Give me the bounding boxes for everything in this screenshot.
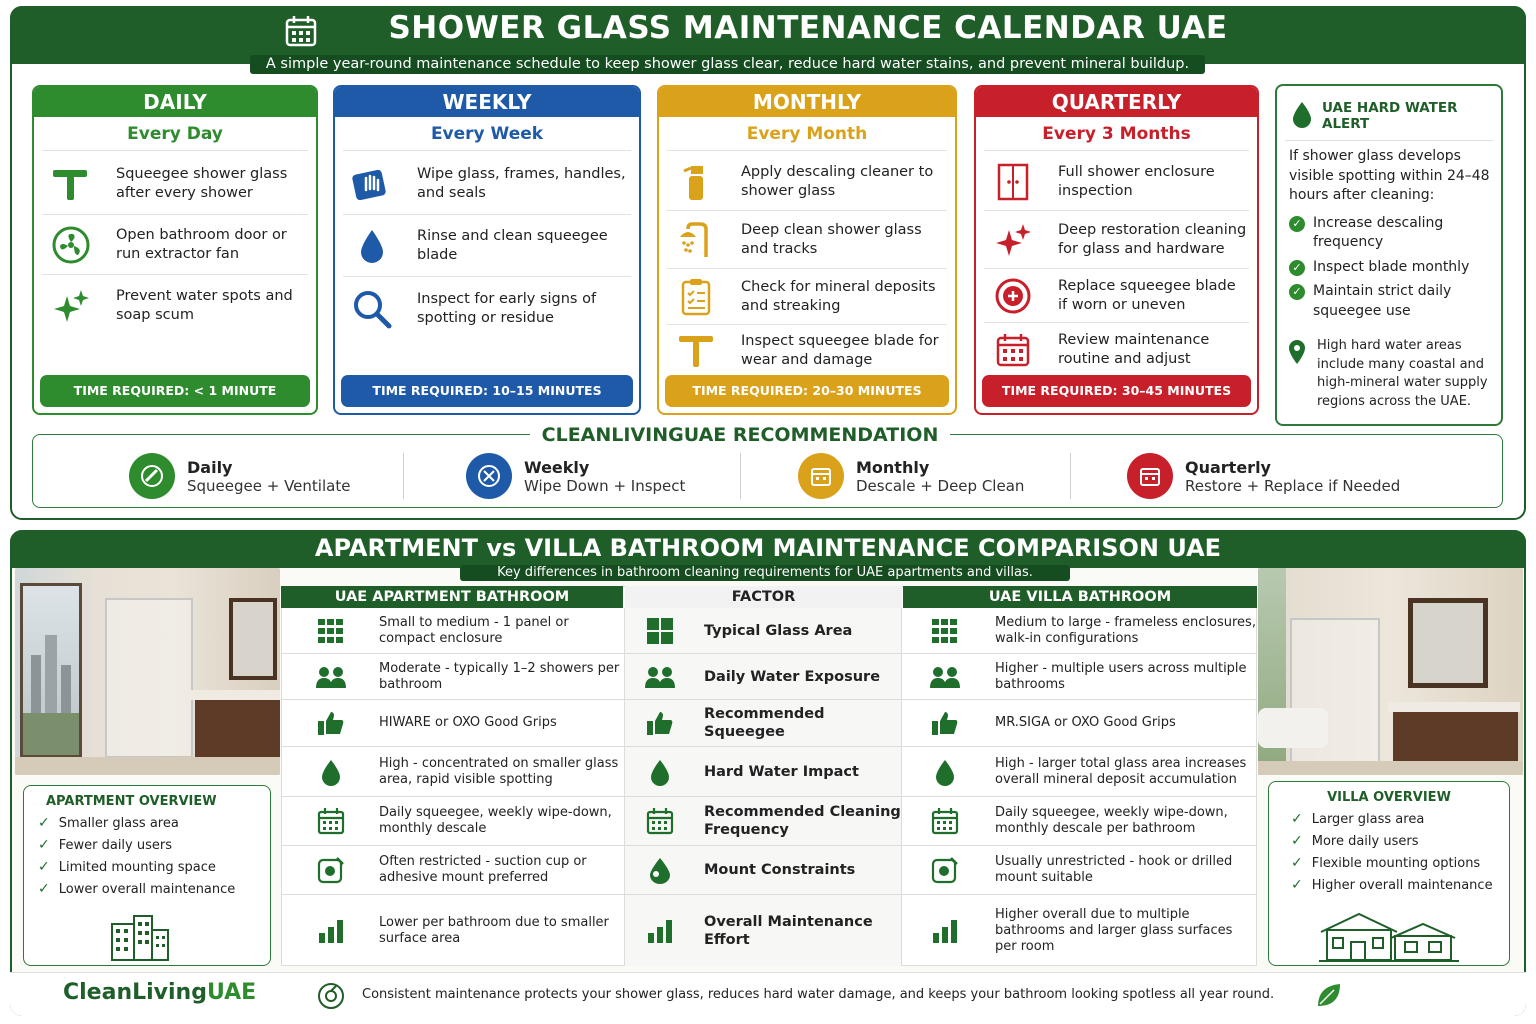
daily-task-row xyxy=(42,275,308,337)
factor-cell xyxy=(624,747,901,796)
apartment-cell-text: Lower per bathroom due to smaller surface area xyxy=(379,914,609,946)
overview-item-label: Lower overall maintenance xyxy=(58,881,236,897)
rec-head: Daily xyxy=(187,457,233,477)
grid-icon xyxy=(634,617,686,645)
page-subtitle: A simple year-round maintenance schedule to keep shower glass clear, reduce hard water stains, and prevent mineral buildup. xyxy=(250,55,1205,74)
rec-text: Squeegee + Ventilate xyxy=(187,476,351,495)
daily-card xyxy=(32,85,318,415)
squeegee-badge-icon xyxy=(316,982,346,1014)
villa-house-icon xyxy=(1319,910,1459,966)
quarterly-task-row xyxy=(984,211,1249,269)
factor-cell-text: Hard Water Impact xyxy=(704,763,859,780)
check-icon: ✓ xyxy=(1291,833,1303,849)
alert-item-label: Maintain strict daily squeegee use xyxy=(1313,283,1452,319)
rec-text: Restore + Replace if Needed xyxy=(1185,476,1401,495)
rec-text: Wipe Down + Inspect xyxy=(524,476,686,495)
grid-icon xyxy=(305,618,357,644)
thumbs-up-icon xyxy=(305,710,357,736)
users-icon xyxy=(634,665,686,689)
monthly-task-label: Inspect squeegee blade for wear and damage xyxy=(741,333,939,368)
villa-cell xyxy=(903,700,1257,746)
apartment-cell xyxy=(281,747,623,796)
daily-time-required: TIME REQUIRED: < 1 MINUTE xyxy=(40,375,310,407)
monthly-task-label: Check for mineral deposits and streaking xyxy=(741,278,936,314)
monthly-time-required: TIME REQUIRED: 20–30 MINUTES xyxy=(665,375,949,407)
quarterly-task-row xyxy=(984,153,1249,211)
quarterly-card xyxy=(974,85,1259,415)
water-drop-icon xyxy=(305,758,357,786)
alert-item xyxy=(1289,214,1501,253)
rec-head: Weekly xyxy=(524,457,590,477)
quarterly-task-row xyxy=(984,269,1249,323)
check-circle-icon: ✓ xyxy=(1289,260,1305,276)
comparison-subtitle: Key differences in bathroom cleaning requirements for UAE apartments and villas. xyxy=(460,565,1070,581)
villa-cell xyxy=(903,846,1257,894)
check-icon: ✓ xyxy=(38,881,50,897)
leaf-icon xyxy=(1314,980,1344,1014)
overview-item xyxy=(38,881,270,897)
apartment-cell-text: Moderate - typically 1–2 showers per bathroom xyxy=(379,660,620,692)
rec-item-weekly xyxy=(466,453,685,499)
factor-cell xyxy=(624,700,901,746)
weekly-task-row xyxy=(343,215,631,277)
bar-chart-icon xyxy=(919,918,971,944)
villa-cell-text: Daily squeegee, weekly wipe-down, monthly descale per bathroom xyxy=(995,805,1228,836)
check-circle-icon: ✓ xyxy=(1289,216,1305,232)
factor-cell-text: Recommended Cleaning Frequency xyxy=(704,804,901,838)
brand-logo xyxy=(63,980,256,1005)
table-row xyxy=(281,797,1257,846)
bar-chart-icon xyxy=(305,918,357,944)
monthly-task-row xyxy=(667,153,947,211)
quarterly-task-label: Deep restoration cleaning for glass and hardware xyxy=(1058,221,1247,257)
squeegee-icon xyxy=(667,332,725,370)
apartment-cell-text: HIWARE or OXO Good Grips xyxy=(379,715,557,730)
villa-column-header: UAE VILLA BATHROOM xyxy=(903,586,1257,608)
check-icon: ✓ xyxy=(1291,855,1303,871)
wipe-cloth-icon xyxy=(343,164,401,204)
wipe-badge-icon xyxy=(466,453,512,499)
weekly-card xyxy=(333,85,641,415)
spray-bottle-icon xyxy=(667,162,725,202)
table-row xyxy=(281,654,1257,700)
weekly-task-row xyxy=(343,153,631,215)
replace-blade-icon xyxy=(984,277,1042,315)
alert-intro: If shower glass develops visible spotting within 24–48 hours after cleaning: xyxy=(1289,148,1490,203)
alert-title: UAE HARD WATER ALERT xyxy=(1322,100,1458,132)
rec-item-daily xyxy=(129,453,350,499)
villa-cell-text: Higher overall due to multiple bathrooms and larger glass surfaces per room xyxy=(995,906,1233,954)
window-image xyxy=(20,583,82,758)
squeegee-icon xyxy=(42,164,100,204)
quarterly-card-header: QUARTERLY xyxy=(976,87,1257,117)
alert-item-label: Increase descaling frequency xyxy=(1313,214,1444,250)
alert-note: High hard water areas include many coastal and high-mineral water supply regions across the UAE. xyxy=(1317,338,1488,409)
apartment-cell xyxy=(281,608,623,653)
check-icon: ✓ xyxy=(38,859,50,875)
mount-icon xyxy=(305,856,357,884)
apartment-column-header: UAE APARTMENT BATHROOM xyxy=(281,586,623,608)
factor-cell xyxy=(624,797,901,845)
apartment-cell-text: Often restricted - suction cup or adhesive mount preferred xyxy=(379,854,587,885)
thumbs-up-icon xyxy=(634,710,686,736)
bar-chart-icon xyxy=(634,918,686,944)
weekly-card-subtitle: Every Week xyxy=(343,117,631,151)
monthly-task-label: Deep clean shower glass and tracks xyxy=(741,221,922,257)
divider xyxy=(1070,453,1071,499)
villa-bathroom-image xyxy=(1258,568,1523,775)
apartment-cell-text: High - concentrated on smaller glass area, rapid visible spotting xyxy=(379,755,619,787)
daily-task-row xyxy=(42,153,308,215)
quarterly-task-label: Full shower enclosure inspection xyxy=(1058,163,1215,199)
factor-cell xyxy=(624,654,901,699)
checklist-icon xyxy=(667,278,725,316)
villa-cell xyxy=(903,797,1257,845)
water-drop-icon xyxy=(1291,100,1313,132)
calendar-icon xyxy=(919,807,971,835)
quarterly-time-required: TIME REQUIRED: 30–45 MINUTES xyxy=(982,375,1251,407)
factor-cell xyxy=(624,846,901,894)
check-icon: ✓ xyxy=(1291,811,1303,827)
overview-item-label: Limited mounting space xyxy=(58,859,216,875)
apartment-building-icon xyxy=(108,914,172,966)
daily-task-label: Squeegee shower glass after every shower xyxy=(116,165,288,201)
sparkle-icon xyxy=(42,286,100,326)
villa-overview xyxy=(1268,781,1510,966)
overview-item xyxy=(38,837,270,853)
hard-water-alert xyxy=(1275,84,1503,426)
overview-item-label: Fewer daily users xyxy=(58,837,173,853)
monthly-card-header: MONTHLY xyxy=(659,87,955,117)
factor-cell-text: Mount Constraints xyxy=(704,862,856,878)
alert-item xyxy=(1289,282,1501,321)
overview-item-label: Smaller glass area xyxy=(58,815,179,831)
villa-cell xyxy=(903,608,1257,653)
apartment-cell xyxy=(281,895,623,966)
calendar-badge-icon xyxy=(798,453,844,499)
factor-cell-text: Daily Water Exposure xyxy=(704,668,881,685)
daily-task-label: Open bathroom door or run extractor fan xyxy=(116,226,287,262)
check-icon: ✓ xyxy=(1291,877,1303,893)
factor-cell-text: Recommended Squeegee xyxy=(704,706,825,740)
overview-item xyxy=(38,815,270,831)
page-title: SHOWER GLASS MAINTENANCE CALENDAR UAE xyxy=(388,10,1228,46)
factor-cell-text: Typical Glass Area xyxy=(704,622,853,639)
calendar-badge-icon xyxy=(1127,453,1173,499)
monthly-task-label: Apply descaling cleaner to shower glass xyxy=(741,163,934,199)
squeegee-badge-icon xyxy=(129,453,175,499)
water-drop-icon xyxy=(634,758,686,786)
thumbs-up-icon xyxy=(919,710,971,736)
monthly-card xyxy=(657,85,957,415)
divider xyxy=(403,453,404,499)
monthly-task-row xyxy=(667,269,947,325)
rec-item-monthly xyxy=(798,453,1024,499)
fan-icon xyxy=(42,225,100,265)
villa-cell-text: High - larger total glass area increases overall mineral deposit accumulation xyxy=(995,755,1247,787)
shower-head-icon xyxy=(667,221,725,259)
mount-icon xyxy=(919,856,971,884)
overview-item-label: More daily users xyxy=(1311,833,1419,849)
weekly-task-label: Inspect for early signs of spotting or residue xyxy=(417,291,597,326)
apartment-overview-title: APARTMENT OVERVIEW xyxy=(46,794,217,809)
calendar-icon xyxy=(305,807,357,835)
sparkle-icon xyxy=(984,220,1042,260)
quarterly-task-label: Replace squeegee blade if worn or uneven xyxy=(1058,277,1236,313)
overview-item-label: Higher overall maintenance xyxy=(1311,877,1493,893)
daily-card-header: DAILY xyxy=(34,87,316,117)
quarterly-card-subtitle: Every 3 Months xyxy=(984,117,1249,151)
overview-item xyxy=(38,859,270,875)
monthly-task-row xyxy=(667,211,947,269)
water-drop-icon xyxy=(343,227,401,265)
factor-column-header: FACTOR xyxy=(625,586,902,608)
daily-task-row xyxy=(42,215,308,275)
weekly-task-label: Rinse and clean squeegee blade xyxy=(417,227,608,263)
factor-cell xyxy=(624,608,901,653)
rec-item-quarterly xyxy=(1127,453,1400,499)
villa-cell-text: Medium to large - frameless enclosures, walk-in configurations xyxy=(995,614,1256,646)
calendar-icon xyxy=(984,332,1042,368)
weekly-task-row xyxy=(343,277,631,341)
weekly-card-header: WEEKLY xyxy=(335,87,639,117)
overview-item-label: Larger glass area xyxy=(1311,811,1425,827)
apartment-cell xyxy=(281,654,623,699)
villa-cell xyxy=(903,747,1257,796)
factor-cell xyxy=(624,895,901,966)
daily-task-label: Prevent water spots and soap scum xyxy=(116,288,293,323)
users-icon xyxy=(305,665,357,689)
footer-message: Consistent maintenance protects your shower glass, reduces hard water damage, and keeps your bathroom looking spotless all year round. xyxy=(362,987,1275,1002)
alert-item-label: Inspect blade monthly xyxy=(1313,258,1470,275)
overview-item xyxy=(1291,833,1509,849)
villa-cell xyxy=(903,895,1257,966)
location-pin-icon xyxy=(1287,339,1309,369)
quarterly-task-label: Review maintenance routine and adjust xyxy=(1058,332,1210,367)
water-drop-icon xyxy=(919,758,971,786)
check-circle-icon: ✓ xyxy=(1289,284,1305,300)
villa-cell-text: Usually unrestricted - hook or drilled mount suitable xyxy=(995,854,1233,885)
magnifier-icon xyxy=(343,288,401,330)
table-row xyxy=(281,608,1257,654)
apartment-cell xyxy=(281,700,623,746)
villa-overview-title: VILLA OVERVIEW xyxy=(1327,790,1451,805)
check-icon: ✓ xyxy=(38,837,50,853)
overview-item xyxy=(1291,877,1509,893)
table-row xyxy=(281,747,1257,797)
monthly-card-subtitle: Every Month xyxy=(667,117,947,151)
apartment-cell-text: Daily squeegee, weekly wipe-down, monthly descale xyxy=(379,805,612,836)
check-icon: ✓ xyxy=(38,815,50,831)
shower-enclosure-icon xyxy=(984,162,1042,202)
overview-item xyxy=(1291,811,1509,827)
villa-cell-text: MR.SIGA or OXO Good Grips xyxy=(995,715,1176,730)
overview-item-label: Flexible mounting options xyxy=(1311,855,1481,871)
apartment-bathroom-image xyxy=(15,568,280,775)
overview-item xyxy=(1291,855,1509,871)
brand-name: CleanLiving xyxy=(63,980,207,1005)
table-row xyxy=(281,700,1257,747)
factor-cell-text: Overall Maintenance Effort xyxy=(704,913,873,948)
rec-head: Quarterly xyxy=(1185,457,1271,477)
recommendation-title: CLEANLIVINGUAE RECOMMENDATION xyxy=(530,424,950,446)
grid-icon xyxy=(919,618,971,644)
apartment-cell-text: Small to medium - 1 panel or compact enclosure xyxy=(379,614,569,646)
users-icon xyxy=(919,665,971,689)
apartment-cell xyxy=(281,797,623,845)
alert-item xyxy=(1289,258,1501,278)
brand-suffix: UAE xyxy=(206,980,257,1005)
divider xyxy=(740,453,741,499)
comparison-title: APARTMENT vs VILLA BATHROOM MAINTENANCE COMPARISON UAE xyxy=(314,534,1222,562)
table-row xyxy=(281,846,1257,895)
mount-icon xyxy=(634,856,686,884)
quarterly-task-row xyxy=(984,323,1249,377)
rec-text: Descale + Deep Clean xyxy=(856,476,1025,495)
monthly-task-row xyxy=(667,325,947,377)
apartment-cell xyxy=(281,846,623,894)
villa-cell xyxy=(903,654,1257,699)
table-row xyxy=(281,895,1257,966)
daily-card-subtitle: Every Day xyxy=(42,117,308,151)
weekly-time-required: TIME REQUIRED: 10–15 MINUTES xyxy=(341,375,633,407)
calendar-icon xyxy=(634,807,686,835)
villa-cell-text: Higher - multiple users across multiple bathrooms xyxy=(995,660,1247,692)
weekly-task-label: Wipe glass, frames, handles, and seals xyxy=(417,165,626,201)
rec-head: Monthly xyxy=(856,457,930,477)
apartment-overview xyxy=(23,785,271,966)
